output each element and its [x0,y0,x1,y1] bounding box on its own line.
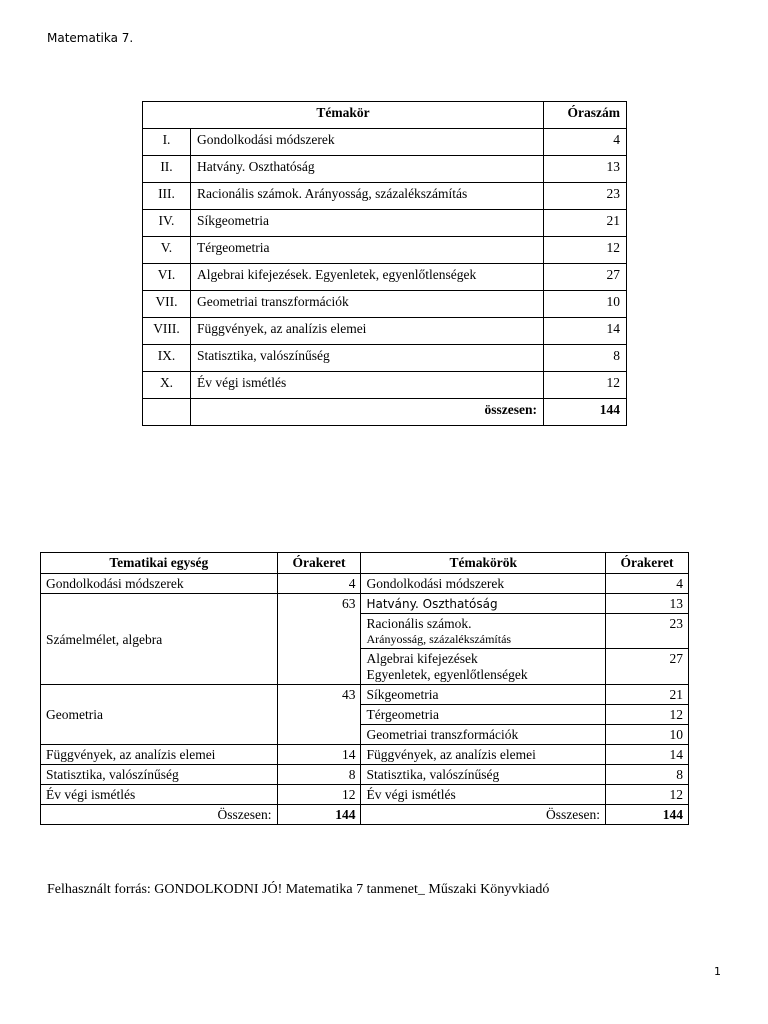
topic-line: Racionális számok. [366,616,472,631]
total-row [143,399,627,426]
topic-hours-cell: 14 [606,745,689,765]
topic-hours-cell: 23 [606,614,689,649]
topics-column-header: Témakörök [361,553,606,574]
topic-hours-cell: 21 [606,685,689,705]
row-number-cell: X. [143,372,191,399]
page-header: Matematika 7. [47,31,134,45]
table-row [143,183,627,210]
topic-hours-cell: 12 [606,785,689,805]
unit-cell: Geometria [41,685,278,745]
table-row [143,156,627,183]
hours-cell: 8 [544,345,627,372]
total-row [41,805,689,825]
unit-cell: Év végi ismétlés [41,785,278,805]
topic-hours-cell: 10 [606,725,689,745]
topic-cell: Statisztika, valószínűség [361,765,606,785]
row-number-cell: VI. [143,264,191,291]
topic-cell [361,649,606,685]
topic-cell: Síkgeometria [361,685,606,705]
topic-cell: Függvények, az analízis elemei [361,745,606,765]
row-number-cell: V. [143,237,191,264]
unit-hours-column-header: Órakeret [277,553,361,574]
unit-cell: Számelmélet, algebra [41,594,278,685]
total-value-left: 144 [277,805,361,825]
topic-cell: Térgeometria [191,237,544,264]
topic-cell: Statisztika, valószínűség [191,345,544,372]
table-row [143,264,627,291]
table-header-row [41,553,689,574]
table-row [41,685,689,705]
total-label-right: Összesen: [361,805,606,825]
table-row [143,372,627,399]
topics-hours-table [142,101,627,426]
table-row [41,594,689,614]
topic-line: Egyenletek, egyenlőtlenségek [366,667,528,682]
hours-cell: 12 [544,372,627,399]
hours-cell: 21 [544,210,627,237]
topic-cell: Gondolkodási módszerek [361,574,606,594]
topic-cell: Gondolkodási módszerek [191,129,544,156]
row-number-cell: I. [143,129,191,156]
total-value: 144 [544,399,627,426]
unit-cell: Függvények, az analízis elemei [41,745,278,765]
table-row [143,345,627,372]
unit-hours-cell: 63 [277,594,361,685]
unit-hours-cell: 4 [277,574,361,594]
topic-hours-cell: 8 [606,765,689,785]
unit-hours-cell: 43 [277,685,361,745]
topic-text-part: Hatvány [366,597,416,611]
topic-cell: Geometriai transzformációk [191,291,544,318]
unit-cell: Gondolkodási módszerek [41,574,278,594]
topic-cell: Síkgeometria [191,210,544,237]
source-note: Felhasznált forrás: GONDOLKODNI JÓ! Matematika 7 tanmenet_ Műszaki Könyvkiadó [47,882,550,897]
topic-hours-cell: 27 [606,649,689,685]
unit-hours-cell: 12 [277,785,361,805]
topic-cell [361,594,606,614]
topic-hours-column-header: Órakeret [606,553,689,574]
row-number-cell: IV. [143,210,191,237]
topic-hours-cell: 13 [606,594,689,614]
total-empty-cell [143,399,191,426]
total-label: összesen: [191,399,544,426]
topic-cell: Év végi ismétlés [191,372,544,399]
hours-cell: 12 [544,237,627,264]
table-row [143,210,627,237]
table-row [143,318,627,345]
page-number: 1 [714,965,721,978]
topic-cell: Térgeometria [361,705,606,725]
topic-hours-cell: 12 [606,705,689,725]
table-row [41,765,689,785]
table-header-row [143,102,627,129]
topic-hours-cell: 4 [606,574,689,594]
row-number-cell: VII. [143,291,191,318]
unit-hours-cell: 14 [277,745,361,765]
topic-cell: Függvények, az analízis elemei [191,318,544,345]
hours-cell: 14 [544,318,627,345]
topic-cell [361,614,606,649]
table-row [41,745,689,765]
topic-subline: Arányosság, százalékszámítás [366,632,512,646]
table-row [41,785,689,805]
topic-text-part: . Oszthatóság [415,597,498,611]
topic-cell: Év végi ismétlés [361,785,606,805]
table-row [143,237,627,264]
topic-cell: Geometriai transzformációk [361,725,606,745]
total-label-left: Összesen: [41,805,278,825]
table-row [143,291,627,318]
hours-column-header: Óraszám [544,102,627,129]
hours-cell: 10 [544,291,627,318]
topic-cell: Algebrai kifejezések. Egyenletek, egyenlőtlenségek [191,264,544,291]
unit-cell: Statisztika, valószínűség [41,765,278,785]
unit-hours-cell: 8 [277,765,361,785]
hours-cell: 27 [544,264,627,291]
row-number-cell: III. [143,183,191,210]
thematic-units-table [40,552,689,825]
unit-column-header: Tematikai egység [41,553,278,574]
row-number-cell: II. [143,156,191,183]
table-row [143,129,627,156]
row-number-cell: VIII. [143,318,191,345]
topic-cell: Hatvány. Oszthatóság [191,156,544,183]
hours-cell: 13 [544,156,627,183]
topic-line: Algebrai kifejezések [366,651,478,666]
topic-cell: Racionális számok. Arányosság, százalékszámítás [191,183,544,210]
topic-column-header: Témakör [143,102,544,129]
total-value-right: 144 [606,805,689,825]
table-row [41,574,689,594]
hours-cell: 4 [544,129,627,156]
row-number-cell: IX. [143,345,191,372]
hours-cell: 23 [544,183,627,210]
